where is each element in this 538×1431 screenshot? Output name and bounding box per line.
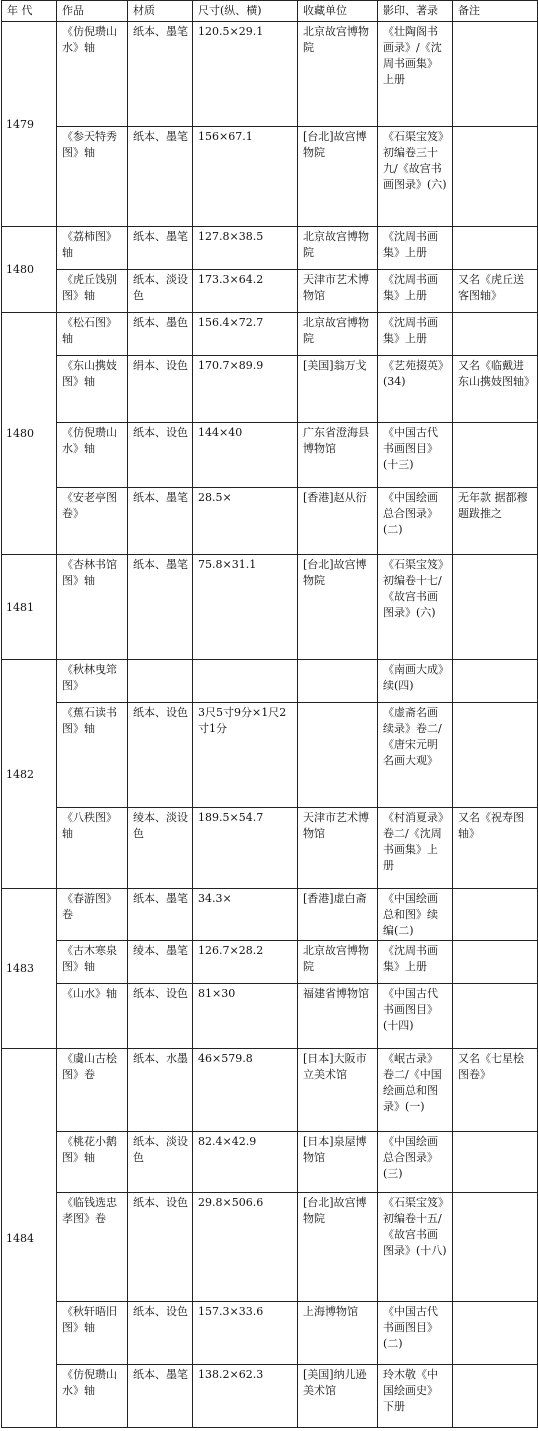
table-row bbox=[2, 227, 538, 270]
size-cell: 127.8×38.5 bbox=[193, 227, 298, 270]
note-cell bbox=[453, 1302, 538, 1365]
material-cell bbox=[128, 660, 193, 703]
table-row bbox=[2, 555, 538, 660]
material-cell: 纸本、淡设色 bbox=[128, 270, 193, 313]
table-row bbox=[2, 660, 538, 703]
material-cell: 纸本、水墨 bbox=[128, 1049, 193, 1132]
note-cell bbox=[453, 703, 538, 808]
table-row bbox=[2, 423, 538, 488]
work-cell: 《秋轩晤旧图》轴 bbox=[57, 1302, 128, 1365]
table-row bbox=[2, 1049, 538, 1132]
note-cell bbox=[453, 127, 538, 227]
header-size: 尺寸(纵、横) bbox=[193, 1, 298, 22]
record-cell: 《沈周书画集》上册 bbox=[378, 270, 453, 313]
table-row bbox=[2, 1193, 538, 1302]
record-cell: 《沈周书画集》上册 bbox=[378, 313, 453, 356]
collection-cell: 天津市艺术博物馆 bbox=[298, 270, 378, 313]
header-note: 备注 bbox=[453, 1, 538, 22]
record-cell: 《艺苑掇英》(34) bbox=[378, 356, 453, 423]
table-row bbox=[2, 22, 538, 127]
header-work: 作品 bbox=[57, 1, 128, 22]
note-cell bbox=[453, 1193, 538, 1302]
collection-cell: [美国]翁万戈 bbox=[298, 356, 378, 423]
collection-cell: [香港]虚白斋 bbox=[298, 889, 378, 941]
record-cell: 《南画大成》续(四) bbox=[378, 660, 453, 703]
record-cell: 《石渠宝笈》初编卷十五/《故宫书画图录》(十八) bbox=[378, 1193, 453, 1302]
work-cell: 《桃花小鹅图》轴 bbox=[57, 1132, 128, 1193]
year-cell: 1481 bbox=[2, 555, 57, 660]
record-cell: 《沈周书画集》上册 bbox=[378, 227, 453, 270]
collection-cell: [美国]纳儿逊美术馆 bbox=[298, 1365, 378, 1428]
table-row bbox=[2, 313, 538, 356]
painting-catalog-table bbox=[1, 0, 538, 1428]
size-cell: 46×579.8 bbox=[193, 1049, 298, 1132]
note-cell bbox=[453, 889, 538, 941]
record-cell: 《石渠宝笈》初编卷三十九/《故宫书画图录》(六) bbox=[378, 127, 453, 227]
year-cell: 1480 bbox=[2, 227, 57, 313]
year-cell: 1479 bbox=[2, 22, 57, 227]
work-cell: 《临钱选忠孝图》卷 bbox=[57, 1193, 128, 1302]
header-material: 材质 bbox=[128, 1, 193, 22]
record-cell: 《石渠宝笈》初编卷十七/《故宫书画图录》(六) bbox=[378, 555, 453, 660]
year-cell: 1483 bbox=[2, 889, 57, 1049]
collection-cell: 北京故宫博物院 bbox=[298, 313, 378, 356]
collection-cell: [香港]赵从衍 bbox=[298, 488, 378, 555]
table-row bbox=[2, 356, 538, 423]
table-row bbox=[2, 1132, 538, 1193]
collection-cell: 上海博物馆 bbox=[298, 1302, 378, 1365]
record-cell: 《中国古代书画图目》(十四) bbox=[378, 984, 453, 1049]
collection-cell: 北京故宫博物院 bbox=[298, 941, 378, 984]
work-cell: 《松石图》轴 bbox=[57, 313, 128, 356]
note-cell bbox=[453, 423, 538, 488]
table-row bbox=[2, 941, 538, 984]
table-row bbox=[2, 984, 538, 1049]
note-cell bbox=[453, 313, 538, 356]
size-cell: 138.2×62.3 bbox=[193, 1365, 298, 1428]
material-cell: 纸本、墨笔 bbox=[128, 555, 193, 660]
size-cell: 82.4×42.9 bbox=[193, 1132, 298, 1193]
material-cell: 绫本、墨笔 bbox=[128, 941, 193, 984]
size-cell: 29.8×506.6 bbox=[193, 1193, 298, 1302]
material-cell: 绢本、设色 bbox=[128, 356, 193, 423]
material-cell: 纸本、淡设色 bbox=[128, 1132, 193, 1193]
size-cell: 173.3×64.2 bbox=[193, 270, 298, 313]
collection-cell bbox=[298, 703, 378, 808]
record-cell: 《壮陶阁书画录》/《沈周书画集》上册 bbox=[378, 22, 453, 127]
size-cell: 34.3× bbox=[193, 889, 298, 941]
note-cell bbox=[453, 1365, 538, 1428]
table-row bbox=[2, 889, 538, 941]
note-cell bbox=[453, 984, 538, 1049]
record-cell: 《沈周书画集》上册 bbox=[378, 941, 453, 984]
material-cell: 纸本、墨笔 bbox=[128, 227, 193, 270]
work-cell: 《古木寒泉图》轴 bbox=[57, 941, 128, 984]
record-cell: 《村消夏录》卷二/《沈周书画集》上册 bbox=[378, 808, 453, 889]
table-body bbox=[2, 22, 538, 1428]
size-cell: 156.4×72.7 bbox=[193, 313, 298, 356]
note-cell bbox=[453, 22, 538, 127]
note-cell: 又名《虎丘送客图轴》 bbox=[453, 270, 538, 313]
material-cell: 纸本、设色 bbox=[128, 423, 193, 488]
header-collection: 收藏单位 bbox=[298, 1, 378, 22]
header-year: 年 代 bbox=[2, 1, 57, 22]
collection-cell: [台北]故宫博物院 bbox=[298, 555, 378, 660]
note-cell bbox=[453, 555, 538, 660]
size-cell: 144×40 bbox=[193, 423, 298, 488]
size-cell: 157.3×33.6 bbox=[193, 1302, 298, 1365]
size-cell: 170.7×89.9 bbox=[193, 356, 298, 423]
record-cell: 《中国绘画总和图》续编(二) bbox=[378, 889, 453, 941]
collection-cell bbox=[298, 660, 378, 703]
size-cell: 189.5×54.7 bbox=[193, 808, 298, 889]
collection-cell: [台北]故宫博物院 bbox=[298, 127, 378, 227]
material-cell: 纸本、设色 bbox=[128, 1302, 193, 1365]
table-row bbox=[2, 127, 538, 227]
work-cell: 《蕉石读书图》轴 bbox=[57, 703, 128, 808]
note-cell: 又名《临戴进东山携妓图轴》 bbox=[453, 356, 538, 423]
work-cell: 《秋林曳筇图》 bbox=[57, 660, 128, 703]
size-cell: 3尺5寸9分×1尺2寸1分 bbox=[193, 703, 298, 808]
collection-cell: 北京故宫博物院 bbox=[298, 22, 378, 127]
work-cell: 《参天特秀图》轴 bbox=[57, 127, 128, 227]
material-cell: 纸本、墨笔 bbox=[128, 22, 193, 127]
header-record: 影印、著录 bbox=[378, 1, 453, 22]
note-cell: 无年款 据都穆题跋推之 bbox=[453, 488, 538, 555]
collection-cell: [日本]大阪市立美术馆 bbox=[298, 1049, 378, 1132]
material-cell: 绫本、淡设色 bbox=[128, 808, 193, 889]
size-cell: 120.5×29.1 bbox=[193, 22, 298, 127]
size-cell bbox=[193, 660, 298, 703]
note-cell bbox=[453, 941, 538, 984]
record-cell: 玲木敬《中国绘画史》下册 bbox=[378, 1365, 453, 1428]
note-cell: 又名《祝寿图轴》 bbox=[453, 808, 538, 889]
material-cell: 纸本、墨笔 bbox=[128, 889, 193, 941]
work-cell: 《春游图》卷 bbox=[57, 889, 128, 941]
material-cell: 纸本、墨笔 bbox=[128, 127, 193, 227]
work-cell: 《八秩图》轴 bbox=[57, 808, 128, 889]
header-row bbox=[2, 1, 538, 22]
table-row bbox=[2, 488, 538, 555]
year-cell: 1482 bbox=[2, 660, 57, 889]
collection-cell: 北京故宫博物院 bbox=[298, 227, 378, 270]
record-cell: 《中国绘画总合图录》(二) bbox=[378, 488, 453, 555]
material-cell: 纸本、设色 bbox=[128, 984, 193, 1049]
work-cell: 《仿倪瓒山水》轴 bbox=[57, 22, 128, 127]
record-cell: 《中国古代书画图目》(十三) bbox=[378, 423, 453, 488]
work-cell: 《东山携妓图》轴 bbox=[57, 356, 128, 423]
work-cell: 《荔柿图》轴 bbox=[57, 227, 128, 270]
work-cell: 《仿倪瓒山水》轴 bbox=[57, 423, 128, 488]
work-cell: 《虞山古桧图》卷 bbox=[57, 1049, 128, 1132]
record-cell: 《虚斋名画续录》卷二/《唐宋元明名画大观》 bbox=[378, 703, 453, 808]
table-row bbox=[2, 703, 538, 808]
collection-cell: [台北]故宫博物院 bbox=[298, 1193, 378, 1302]
work-cell: 《仿倪瓒山水》轴 bbox=[57, 1365, 128, 1428]
table-row bbox=[2, 270, 538, 313]
work-cell: 《安老亭图卷》 bbox=[57, 488, 128, 555]
note-cell bbox=[453, 660, 538, 703]
size-cell: 126.7×28.2 bbox=[193, 941, 298, 984]
collection-cell: 天津市艺术博物馆 bbox=[298, 808, 378, 889]
material-cell: 纸本、墨色 bbox=[128, 313, 193, 356]
size-cell: 156×67.1 bbox=[193, 127, 298, 227]
size-cell: 81×30 bbox=[193, 984, 298, 1049]
note-cell: 又名《七星桧图卷》 bbox=[453, 1049, 538, 1132]
collection-cell: [日本]泉屋博物馆 bbox=[298, 1132, 378, 1193]
table-row bbox=[2, 1302, 538, 1365]
note-cell bbox=[453, 227, 538, 270]
work-cell: 《山水》轴 bbox=[57, 984, 128, 1049]
size-cell: 28.5× bbox=[193, 488, 298, 555]
record-cell: 《岷古录》卷二/《中国绘画总和图录》(一) bbox=[378, 1049, 453, 1132]
collection-cell: 福建省博物馆 bbox=[298, 984, 378, 1049]
size-cell: 75.8×31.1 bbox=[193, 555, 298, 660]
year-cell: 1484 bbox=[2, 1049, 57, 1428]
material-cell: 纸本、设色 bbox=[128, 1193, 193, 1302]
collection-cell: 广东省澄海县博物馆 bbox=[298, 423, 378, 488]
work-cell: 《虎丘饯别图》轴 bbox=[57, 270, 128, 313]
material-cell: 纸本、设色 bbox=[128, 703, 193, 808]
material-cell: 纸本、墨笔 bbox=[128, 488, 193, 555]
material-cell: 纸本、墨笔 bbox=[128, 1365, 193, 1428]
year-cell: 1480 bbox=[2, 313, 57, 555]
record-cell: 《中国绘画总合图录》(三) bbox=[378, 1132, 453, 1193]
work-cell: 《杏林书馆图》轴 bbox=[57, 555, 128, 660]
note-cell bbox=[453, 1132, 538, 1193]
record-cell: 《中国古代书画图目》(二) bbox=[378, 1302, 453, 1365]
table-row bbox=[2, 808, 538, 889]
table-row bbox=[2, 1365, 538, 1428]
